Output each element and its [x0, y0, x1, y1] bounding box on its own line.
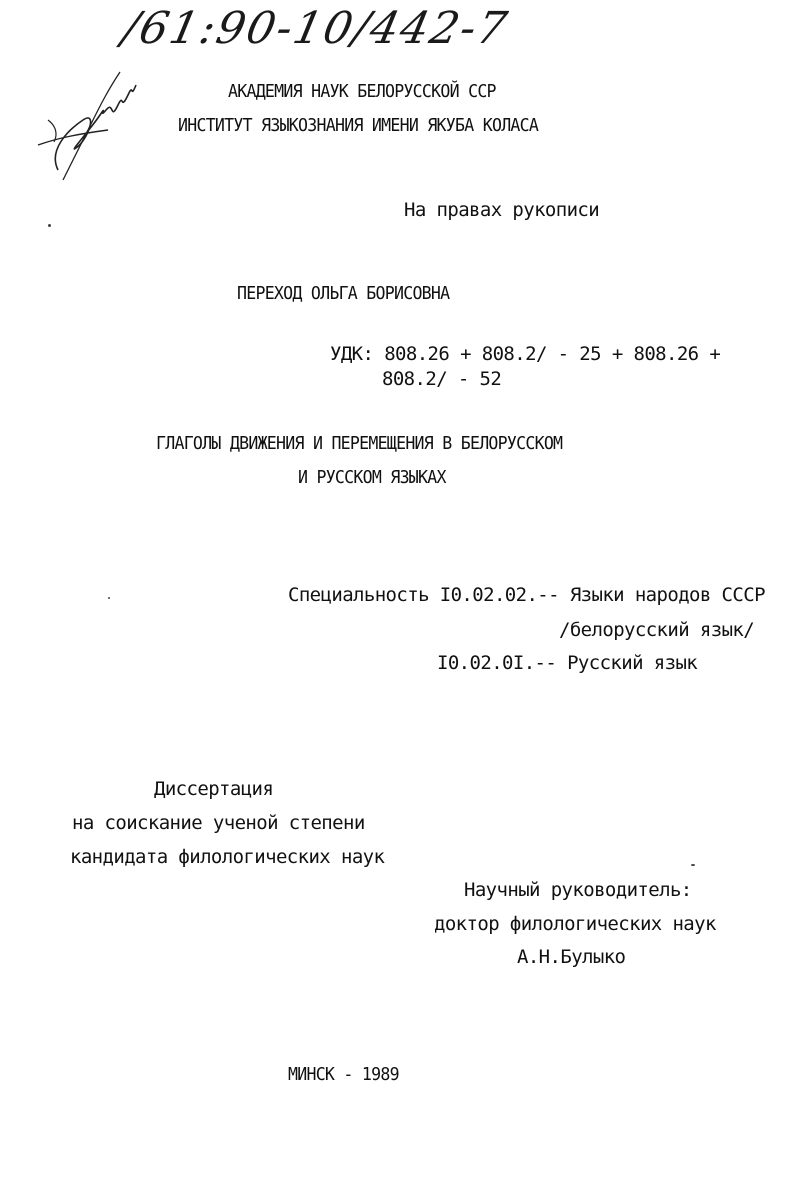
specialty-line-2: /белорусский язык/: [559, 619, 755, 641]
candidate-line: кандидата филологических наук: [70, 846, 385, 868]
handwritten-signature: [28, 60, 148, 185]
dissertation-title-line-1: ГЛАГОЛЫ ДВИЖЕНИЯ И ПЕРЕМЕЩЕНИЯ В БЕЛОРУССКОМ: [156, 433, 563, 454]
supervisor-name: А.Н.Булыко: [517, 946, 626, 968]
manuscript-rights: На правах рукописи: [404, 199, 600, 221]
dissertation-title-line-2: И РУССКОМ ЯЗЫКАХ: [298, 467, 446, 488]
ink-speck: [691, 864, 695, 866]
udc-line-2: 808.2/ - 52: [382, 368, 502, 390]
academy-name: АКАДЕМИЯ НАУК БЕЛОРУССКОЙ ССР: [228, 81, 496, 102]
udc-line-1: УДК: 808.26 + 808.2/ - 25 + 808.26 +: [330, 343, 721, 365]
supervisor-label: Научный руководитель:: [464, 879, 692, 901]
degree-line: на соискание ученой степени: [72, 812, 365, 834]
institute-name: ИНСТИТУТ ЯЗЫКОЗНАНИЯ ИМЕНИ ЯКУБА КОЛАСА: [178, 115, 539, 136]
handwritten-archive-number: /61:90-10/442-7: [118, 3, 513, 54]
ink-speck: [48, 224, 51, 227]
author-name: ПЕРЕХОД ОЛЬГА БОРИСОВНА: [237, 283, 450, 304]
city-year: МИНСК - 1989: [288, 1064, 399, 1085]
supervisor-degree: доктор филологических наук: [434, 913, 716, 935]
dissertation-label: Диссертация: [154, 778, 274, 800]
specialty-line-3: I0.02.0I.-- Русский язык: [437, 652, 698, 674]
specialty-line-1: Специальность I0.02.02.-- Языки народов СССР: [288, 584, 765, 606]
ink-speck: [108, 597, 110, 599]
